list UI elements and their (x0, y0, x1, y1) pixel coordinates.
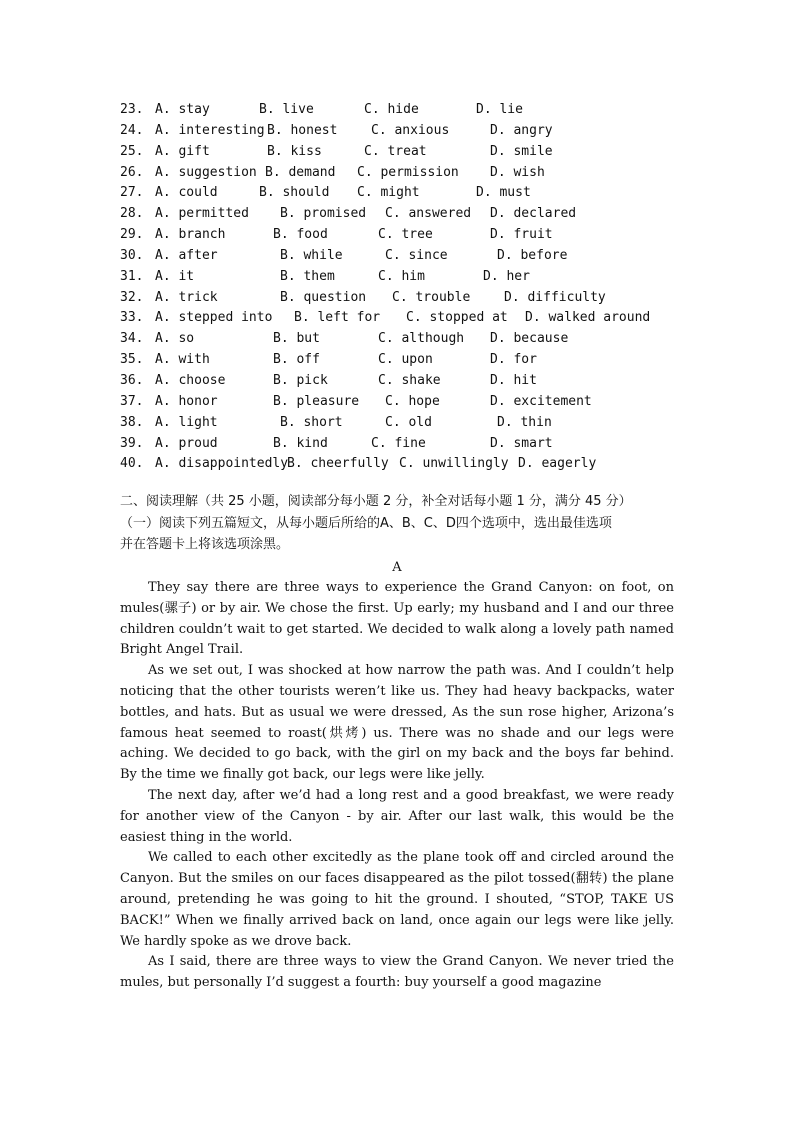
option-c: C. treat (364, 143, 427, 159)
options-list (120, 100, 720, 475)
option-a: A. branch (155, 227, 226, 243)
passage-body (120, 578, 674, 994)
option-b: B. promised (280, 206, 367, 222)
option-a: A. stepped into (155, 310, 273, 326)
section-instruction-line: （一）阅读下列五篇短文，从每小题后所给的A、B、C、D四个选项中，选出最佳选项 (120, 516, 612, 531)
question-number: 30. (120, 247, 144, 263)
option-c: C. anxious (371, 122, 450, 138)
option-d: D. lie (476, 102, 523, 117)
option-c: C. might (357, 185, 420, 201)
question-number: 39. (120, 435, 144, 451)
option-row (120, 267, 720, 288)
option-d: D. wish (490, 164, 545, 180)
passage-paragraph: The next day, after we’d had a long rest and a good breakfast, we were ready for another view of the Canyon - by air. After our last walk, this would be the easiest thing in the world. (120, 787, 674, 845)
option-b: B. left for (294, 310, 381, 326)
question-number: 28. (120, 206, 144, 222)
option-d: D. before (497, 247, 568, 263)
option-b: B. should (259, 185, 330, 201)
option-b: B. food (273, 227, 328, 243)
question-number: 23. (120, 102, 144, 117)
option-row (120, 142, 720, 163)
section-title: 二、阅读理解（共 25 小题，阅读部分每小题 2 分，补全对话每小题 1 分，满分 45 分） (120, 494, 632, 509)
option-row (120, 434, 720, 455)
option-c: C. unwillingly (399, 456, 509, 472)
option-d: D. for (490, 352, 537, 368)
option-row (120, 329, 720, 350)
option-row (120, 204, 720, 225)
question-number: 31. (120, 268, 144, 284)
passage-label: A (392, 560, 402, 575)
option-a: A. permitted (155, 206, 249, 222)
option-b: B. them (280, 268, 335, 284)
option-d: D. angry (490, 122, 553, 138)
option-c: C. tree (378, 227, 433, 243)
option-d: D. eagerly (518, 456, 597, 472)
option-d: D. thin (497, 414, 552, 430)
question-number: 38. (120, 414, 144, 430)
option-b: B. cheerfully (287, 456, 389, 472)
option-b: B. while (280, 247, 343, 263)
option-c: C. stopped at (406, 310, 508, 326)
option-a: A. gift (155, 143, 210, 159)
question-number: 26. (120, 164, 144, 180)
option-row (120, 413, 720, 434)
option-d: D. smile (490, 143, 553, 159)
option-d: D. smart (490, 435, 553, 451)
option-a: A. choose (155, 372, 226, 388)
option-a: A. it (155, 268, 195, 284)
option-b: B. demand (265, 164, 336, 180)
option-c: C. answered (385, 206, 472, 222)
option-row (120, 454, 720, 475)
question-number: 36. (120, 372, 144, 388)
option-c: C. permission (357, 164, 459, 180)
question-number: 29. (120, 227, 144, 243)
option-a: A. disappointedly (155, 456, 289, 472)
option-a: A. after (155, 247, 218, 263)
passage-paragraph: As we set out, I was shocked at how narrow the path was. And I couldn’t help noticing that the other tourists weren’t like us. They had heavy backpacks, water bottles, and hats. But as usual we were dressed, As the sun rose higher, Arizona’s famous heat seemed to roast(烘烤) us. There was no shade and our legs were aching. We decided to go back, with the girl on my back and the boys far behind. By the time we finally got back, our legs were like jelly. (120, 663, 674, 783)
option-row (120, 392, 720, 413)
option-d: D. must (476, 185, 531, 201)
question-number: 32. (120, 289, 144, 305)
option-row (120, 350, 720, 371)
passage-paragraph: We called to each other excitedly as the plane took off and circled around the Canyon. But the smiles on our faces disappeared as the pilot tossed(翻转) the plane around, pretending he was going to hit the ground. I shouted, “STOP, TAKE US BACK!” When we finally arrived back on land, once again our legs were like jelly. We hardly spoke as we drove back. (120, 850, 674, 949)
option-a: A. trick (155, 289, 218, 305)
option-row (120, 308, 720, 329)
option-row (120, 183, 720, 204)
option-c: C. since (385, 247, 448, 263)
option-a: A. could (155, 185, 218, 201)
option-d: D. walked around (525, 310, 651, 326)
option-d: D. fruit (490, 227, 553, 243)
option-row (120, 121, 720, 142)
option-d: D. excitement (490, 393, 592, 409)
option-row (120, 246, 720, 267)
option-b: B. question (280, 289, 367, 305)
option-a: A. interesting (155, 122, 265, 138)
option-c: C. shake (378, 372, 441, 388)
question-number: 27. (120, 185, 144, 201)
option-c: C. trouble (392, 289, 471, 305)
option-row (120, 100, 720, 121)
option-b: B. kiss (267, 143, 322, 159)
question-number: 37. (120, 393, 144, 409)
option-d: D. her (483, 268, 530, 284)
option-row (120, 371, 720, 392)
option-d: D. difficulty (504, 289, 606, 305)
option-a: A. with (155, 352, 210, 368)
option-b: B. live (259, 102, 314, 117)
passage-paragraph: As I said, there are three ways to view the Grand Canyon. We never tried the mules, but personally I’d suggest a fourth: buy yourself a good magazine (120, 954, 674, 991)
question-number: 33. (120, 310, 144, 326)
option-d: D. hit (490, 372, 537, 388)
section-instruction-line: 并在答题卡上将该选项涂黑。 (120, 537, 290, 552)
option-d: D. because (490, 331, 569, 347)
option-a: A. stay (155, 102, 210, 117)
option-a: A. suggestion (155, 164, 257, 180)
option-b: B. pleasure (273, 393, 360, 409)
option-c: C. upon (378, 352, 433, 368)
option-row (120, 163, 720, 184)
option-c: C. him (378, 268, 425, 284)
question-number: 40. (120, 456, 144, 472)
option-row (120, 288, 720, 309)
passage-paragraph: They say there are three ways to experience the Grand Canyon: on foot, on mules(骡子) or by air. We chose the first. Up early; my husband and I and our three children couldn’t wait to get started. We decided to walk along a lovely path named Bright Angel Trail. (120, 580, 674, 658)
question-number: 25. (120, 143, 144, 159)
option-b: B. pick (273, 372, 328, 388)
option-b: B. honest (267, 122, 338, 138)
question-number: 35. (120, 352, 144, 368)
option-b: B. but (273, 331, 320, 347)
option-c: C. although (378, 331, 465, 347)
option-a: A. so (155, 331, 195, 347)
option-a: A. honor (155, 393, 218, 409)
option-b: B. kind (273, 435, 328, 451)
section-instruction (120, 513, 680, 555)
option-b: B. off (273, 352, 320, 368)
option-c: C. hope (385, 393, 440, 409)
option-a: A. proud (155, 435, 218, 451)
option-d: D. declared (490, 206, 577, 222)
option-row (120, 225, 720, 246)
option-c: C. old (385, 414, 432, 430)
option-a: A. light (155, 414, 218, 430)
question-number: 24. (120, 122, 144, 138)
question-number: 34. (120, 331, 144, 347)
option-b: B. short (280, 414, 343, 430)
option-c: C. fine (371, 435, 426, 451)
option-c: C. hide (364, 102, 419, 117)
